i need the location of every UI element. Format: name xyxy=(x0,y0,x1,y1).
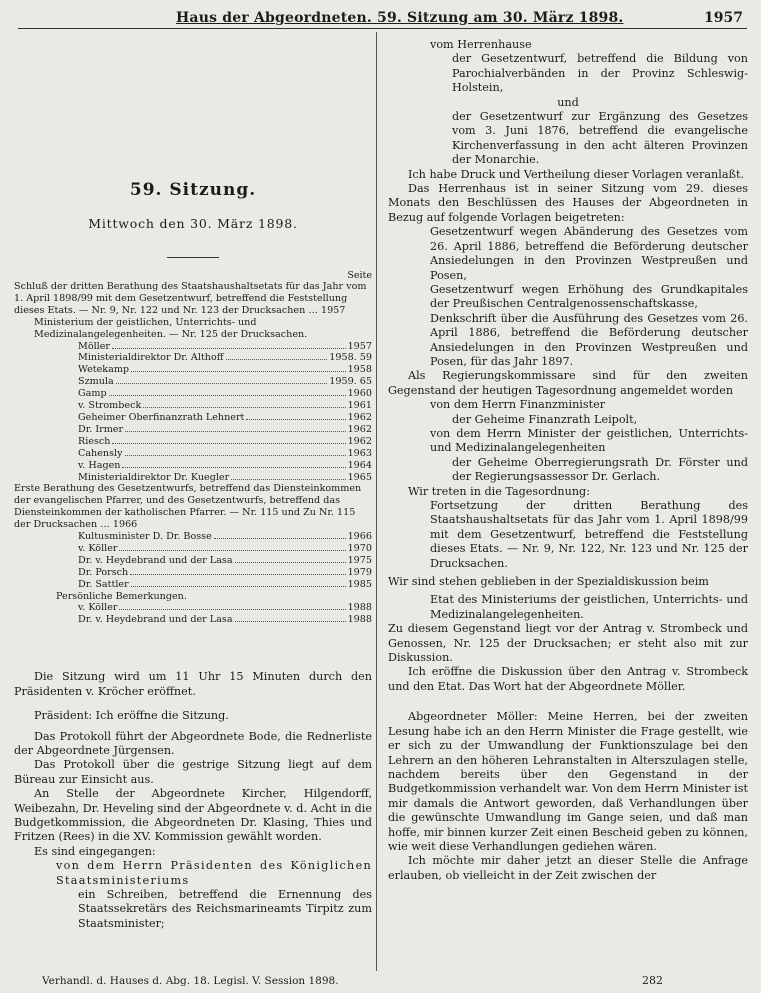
toc-speaker-name: Dr. Irmer xyxy=(78,423,124,435)
toc-speaker-name: Kultusminister D. Dr. Bosse xyxy=(78,531,212,543)
toc-speaker-row xyxy=(78,388,372,400)
running-title: Haus der Abgeordneten. 59. Sitzung am 30. März 1898. xyxy=(176,10,624,26)
toc-speaker-page: 1957 xyxy=(347,340,372,352)
commission-paragraph: An Stelle der Abgeordnete Kircher, Hilgendorff, Weibezahn, Dr. Heveling sind der Abgeordnete v. d. Acht in die Budgetkommission, die Abgeordneten Dr. Klasing, Thies und Fritzen (Rees) in die XV. Kommission gewählt worden. xyxy=(14,787,372,844)
opening-paragraph: Die Sitzung wird um 11 Uhr 15 Minuten durch den Präsidenten v. Kröcher eröffnet. xyxy=(14,670,372,698)
right-column xyxy=(388,38,748,883)
toc-leader-dots xyxy=(119,550,345,551)
toc-speaker-page: 1958 xyxy=(347,364,372,376)
toc-leader-dots xyxy=(235,562,346,563)
toc-entry-page: 1966 xyxy=(112,519,138,531)
toc-leader-dots xyxy=(112,443,345,444)
toc-speaker-page: 1970 xyxy=(347,542,372,554)
sender-line: von dem Herrn Präsidenten des Königlichen Staatsministeriums xyxy=(56,859,372,887)
toc-speaker-row xyxy=(78,579,372,591)
page-number: 1957 xyxy=(704,10,743,26)
footer-left: Verhandl. d. Hauses d. Abg. 18. Legisl. V. Session 1898. xyxy=(42,975,339,987)
toc-entry-page: 1957 xyxy=(320,304,346,316)
document-item: der Gesetzentwurf zur Ergänzung des Gesetzes vom 3. Juni 1876, betreffend die evangelische Kirchenverfassung in den acht älteren Provinzen der Monarchie. xyxy=(452,110,748,167)
toc-entry-text: Erste Berathung des Gesetzentwurfs, betreffend das Diensteinkommen der evangelischen Pfarrer, und des Gesetzentwurfs, betreffend das Diensteinkommen der katholischen Pfarrer. — Nr. 115 und Zu Nr. 115 der Drucksachen xyxy=(14,483,362,531)
toc-speaker-row xyxy=(78,436,372,448)
toc-speaker-row xyxy=(78,543,372,555)
toc-speaker-page: 1959. 65 xyxy=(329,376,372,388)
header-rule xyxy=(18,28,747,29)
speech-paragraph: Ich möchte mir daher jetzt an dieser Stelle die Anfrage erlauben, ob vielleicht in der Zeit zwischen der xyxy=(388,854,748,882)
toc-speaker-page: 1975 xyxy=(347,554,372,566)
toc-speaker-page: 1966 xyxy=(347,531,372,543)
toc-speaker-row xyxy=(78,448,372,460)
toc-leader-dots xyxy=(109,395,346,396)
toc-leader-dots xyxy=(116,383,328,384)
toc-speaker-page: 1964 xyxy=(347,459,372,471)
toc-speaker-page: 1960 xyxy=(347,388,372,400)
document-item: der Gesetzentwurf, betreffend die Bildung von Parochialverbänden in der Provinz Schleswig-Holstein, xyxy=(452,52,748,95)
toc-leader-dots xyxy=(125,431,346,432)
toc-leader-dots xyxy=(231,479,345,480)
toc-speaker-page: 1965 xyxy=(347,471,372,483)
toc-speaker-row xyxy=(78,614,372,626)
toc-speaker-page: 1963 xyxy=(347,447,372,459)
toc-speaker-page: 1961 xyxy=(347,400,372,412)
toc-speaker-page: 1988 xyxy=(347,614,372,626)
session-title: 59. Sitzung. xyxy=(129,180,257,200)
paragraph: Wir sind stehen geblieben in der Spezialdiskussion beim xyxy=(388,575,709,589)
toc-ministry: Ministerium der geistlichen, Unterrichts- und Medizinalangelegenheiten. — Nr. 125 der Drucksachen. xyxy=(34,316,308,340)
toc-speaker-name: Ministerialdirektor Dr. Kuegler xyxy=(78,471,230,483)
toc-speaker-name: Dr. v. Heydebrand und der Lasa xyxy=(78,614,233,626)
toc-speaker-page: 1962 xyxy=(347,411,372,423)
toc-speaker-name: Wetekamp xyxy=(78,364,130,376)
toc-speaker-row xyxy=(78,602,372,614)
toc-speaker-name: Dr. Porsch xyxy=(78,566,129,578)
toc-speaker-page: 1958. 59 xyxy=(329,352,372,364)
document-item: Denkschrift über die Ausführung des Gesetzes vom 26. April 1886, betreffend die Beförderung deutscher Ansiedelungen in den Provinzen Westpreußen und Posen, für das Jahr 1897. xyxy=(430,311,748,368)
toc-speaker-name: Dr. Sattler xyxy=(78,578,129,590)
document-item: ein Schreiben, betreffend die Ernennung des Staatssekretärs des Reichsmarineamts Tirpitz zum Staatsminister; xyxy=(78,887,372,930)
document-item: der Geheime Finanzrath Leipolt, xyxy=(452,412,638,426)
document-item: Gesetzentwurf wegen Erhöhung des Grundkapitales der Preußischen Centralgenossenschaftskasse, xyxy=(430,282,748,311)
toc-leader-dots xyxy=(235,621,346,622)
paragraph: Ich eröffne die Diskussion über den Antrag v. Strombeck und den Etat. Das Wort hat der Abgeordnete Möller. xyxy=(388,665,748,693)
toc-leader-dots xyxy=(226,359,328,360)
toc-speaker-name: Riesch xyxy=(78,435,111,447)
toc-leader-dots xyxy=(130,574,345,575)
toc-speaker-name: Gamp xyxy=(78,388,107,400)
received-paragraph: Es sind eingegangen: xyxy=(34,844,156,858)
running-header xyxy=(18,10,747,26)
toc-speaker-name: Cahensly xyxy=(78,447,123,459)
toc-leader-dots xyxy=(131,586,346,587)
footer-signature: 282 xyxy=(642,974,663,987)
protokoll-paragraph: Das Protokoll über die gestrige Sitzung liegt auf dem Büreau zur Einsicht aus. xyxy=(14,758,372,786)
table-of-contents xyxy=(14,281,372,626)
column-divider xyxy=(376,32,377,971)
toc-speaker-name: v. Strombeck xyxy=(78,400,142,412)
toc-speaker-row xyxy=(78,555,372,567)
toc-speaker-row xyxy=(78,364,372,376)
seite-label: Seite xyxy=(347,270,372,281)
toc-speaker-name: v. Köller xyxy=(78,602,118,614)
toc-speaker-row xyxy=(78,531,372,543)
document-item: der Geheime Oberregierungsrath Dr. Förster und der Regierungsassessor Dr. Gerlach. xyxy=(452,455,748,484)
toc-speaker-list xyxy=(14,531,372,591)
toc-speaker-row xyxy=(78,472,372,484)
toc-speaker-row xyxy=(78,400,372,412)
paragraph: Zu diesem Gegenstand liegt vor der Antrag v. Strombeck und Genossen, Nr. 125 der Drucksachen; er steht also mit zur Diskussion. xyxy=(388,622,748,665)
sender-line: vom Herrenhause xyxy=(430,38,532,51)
toc-leader-dots xyxy=(214,538,346,539)
toc-speaker-name: Szmula xyxy=(78,376,114,388)
toc-speaker-row xyxy=(78,352,372,364)
sender-line: von dem Herrn Finanzminister xyxy=(430,398,606,412)
toc-leader-dots xyxy=(143,407,345,408)
agenda-item: Etat des Ministeriums der geistlichen, Unterrichts- und Medizinalangelegenheiten. xyxy=(430,593,748,621)
agenda-item: Fortsetzung der dritten Berathung des Staatshaushaltsetats für das Jahr vom 1. April 1898/99 mit dem Gesetzentwurf, betreffend die Feststellung dieses Etats. — Nr. 9, Nr. 122, Nr. 123 und Nr. 125 der Drucksachen. xyxy=(430,499,748,570)
connector-text: und xyxy=(557,95,579,109)
toc-speaker-name: Geheimer Oberfinanzrath Lehnert xyxy=(78,411,245,423)
toc-speaker-row xyxy=(78,341,372,353)
toc-speaker-page: 1962 xyxy=(347,423,372,435)
paragraph: Das Herrenhaus ist in seiner Sitzung vom 29. dieses Monats den Beschlüssen des Hauses der Abgeordneten in Bezug auf folgende Vorlagen beigetreten: xyxy=(388,182,748,224)
toc-speaker-name: Möller xyxy=(78,340,110,352)
toc-speaker-row xyxy=(78,424,372,436)
paragraph: Ich habe Druck und Vertheilung dieser Vorlagen veranlaßt. xyxy=(408,167,745,181)
toc-speaker-page: 1985 xyxy=(347,578,372,590)
toc-speaker-row xyxy=(78,376,372,388)
president-paragraph: Präsident: Ich eröffne die Sitzung. xyxy=(34,709,229,723)
toc-leader-dots xyxy=(112,348,346,349)
toc-speaker-name: Dr. v. Heydebrand und der Lasa xyxy=(78,554,233,566)
toc-leader-dots xyxy=(131,371,346,372)
toc-speaker-list xyxy=(14,341,372,484)
toc-speaker-list xyxy=(14,602,372,626)
toc-speaker-row xyxy=(78,460,372,472)
toc-leader-dots xyxy=(122,467,345,468)
toc-entry-text: Schluß der dritten Berathung des Staatshaushaltsetats für das Jahr vom 1. April 1898/99 mit dem Gesetzentwurf, betreffend die Feststellung dieses Etats. — Nr. 9, Nr. 122 und Nr. 123 der Drucksachen xyxy=(14,281,367,316)
protokoll-paragraph: Das Protokoll führt der Abgeordnete Bode, die Rednerliste der Abgeordnete Jürgensen. xyxy=(14,729,372,757)
toc-leader-dots xyxy=(119,609,345,610)
toc-speaker-row xyxy=(78,567,372,579)
toc-personal-heading: Persönliche Bemerkungen. xyxy=(56,590,187,602)
toc-speaker-name: v. Köller xyxy=(78,542,118,554)
toc-leader-dots xyxy=(246,419,345,420)
toc-speaker-name: v. Hagen xyxy=(78,459,121,471)
toc-speaker-row xyxy=(78,412,372,424)
toc-entry: Erste Berathung des Gesetzentwurfs, betreffend das Diensteinkommen der evangelischen Pfarrer, und des Gesetzentwurfs, betreffend das Diensteinkommen der katholischen Pfarrer. — Nr. 115 und Zu Nr. 115 der Drucksachen … 1966 xyxy=(14,483,362,531)
toc-entry: Schluß der dritten Berathung des Staatshaushaltsetats für das Jahr vom 1. April 1898/99 mit dem Gesetzentwurf, betreffend die Feststellung dieses Etats. — Nr. 9, Nr. 122 und Nr. 123 der Drucksachen … 1957 xyxy=(14,281,367,316)
toc-speaker-page: 1979 xyxy=(347,566,372,578)
speech-paragraph: Abgeordneter Möller: Meine Herren, bei der zweiten Lesung habe ich an den Herrn Minister die Frage gestellt, wie er sich zu der Umwandlung der Funktionszulage bei den Lehrern an den höheren Lehranstalten in Alterszulagen stelle, nachdem bereits über den Gegenstand in der Budgetkommission verhandelt war. Von dem Herrn Minister ist mir damals die Antwort geworden, daß Verhandlungen über die gewünschte Umwandlung im Gange seien, und daß man hoffe, mir binnen kurzer Zeit einen Bescheid geben zu können, wie weit diese Verhandlungen gediehen wären. xyxy=(388,710,748,853)
toc-speaker-name: Ministerialdirektor Dr. Althoff xyxy=(78,352,224,364)
toc-speaker-page: 1962 xyxy=(347,435,372,447)
document-item: Gesetzentwurf wegen Abänderung des Gesetzes vom 26. April 1886, betreffend die Beförderung deutscher Ansiedelungen in den Provinzen Westpreußen und Posen, xyxy=(430,225,748,282)
sender-line: von dem Herrn Minister der geistlichen, Unterrichts- und Medizinalangelegenheiten xyxy=(430,426,748,455)
left-column xyxy=(14,38,372,931)
paragraph: Als Regierungskommissare sind für den zweiten Gegenstand der heutigen Tagesordnung angemeldet worden xyxy=(388,369,748,397)
paragraph: Wir treten in die Tagesordnung: xyxy=(408,484,590,498)
toc-leader-dots xyxy=(125,455,346,456)
toc-speaker-page: 1988 xyxy=(347,602,372,614)
session-date: Mittwoch den 30. März 1898. xyxy=(88,216,298,231)
